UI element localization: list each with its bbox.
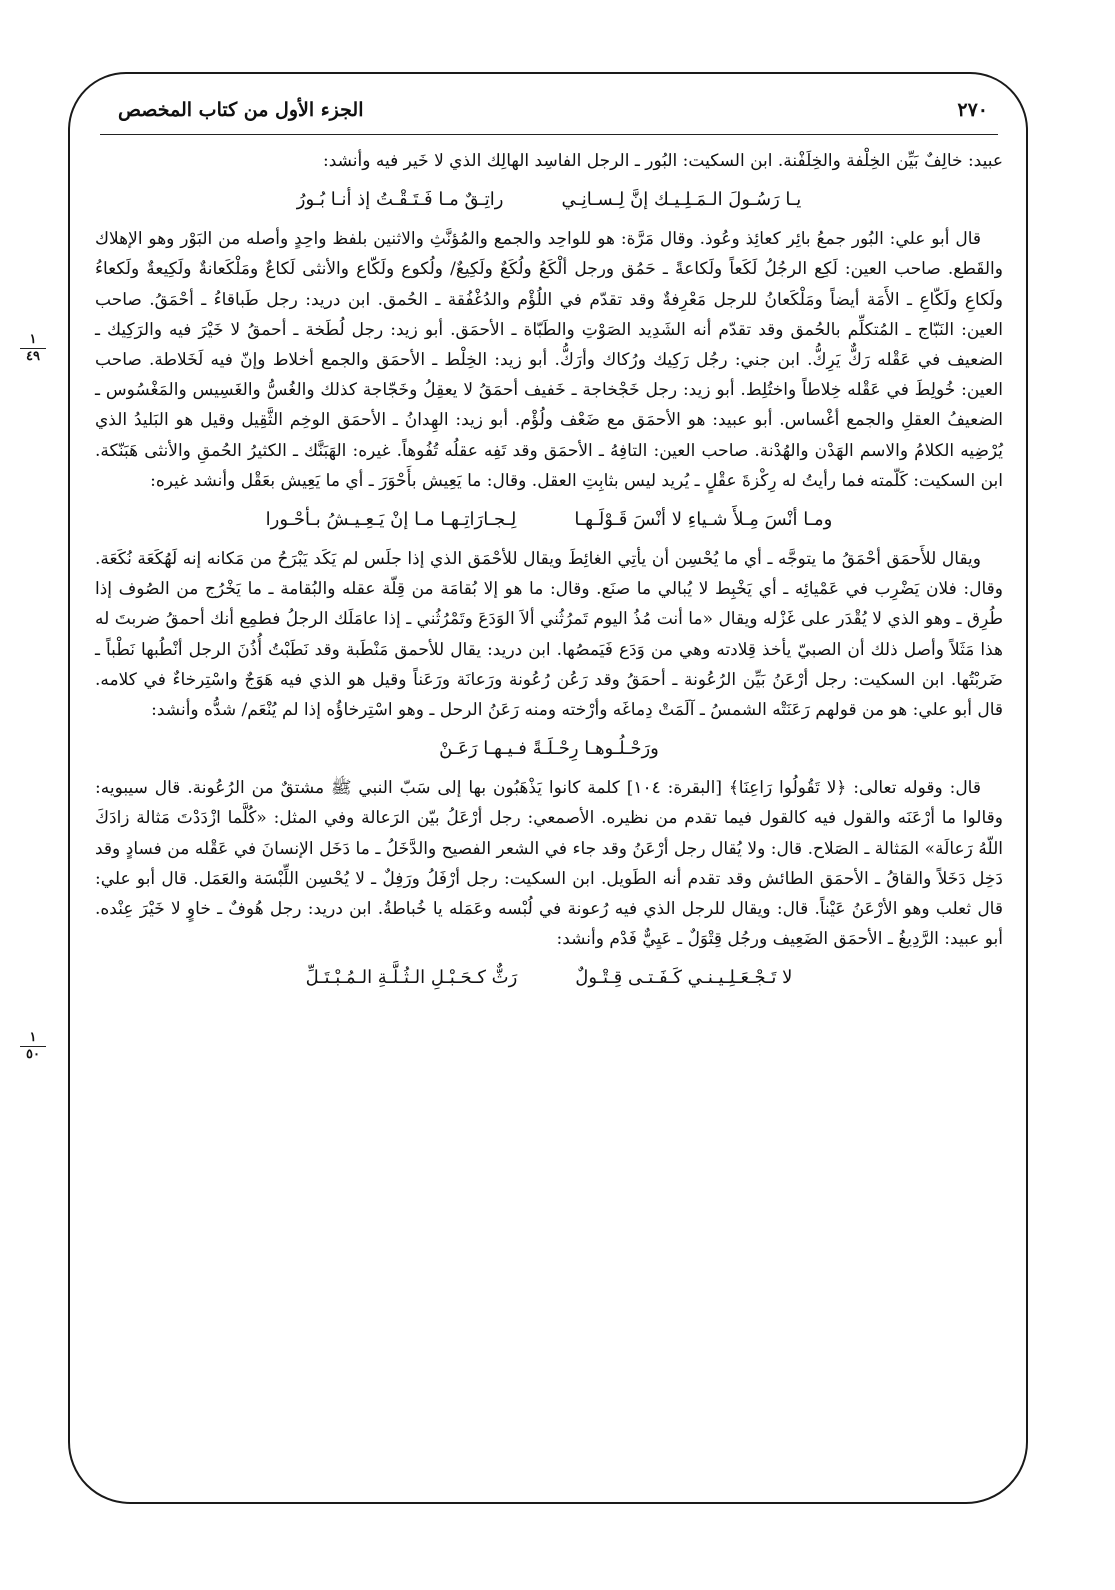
page-number: ٢٧٠ — [957, 99, 988, 121]
page-body — [95, 146, 1003, 1002]
verse-second-hemistich: رَثٌّ كـحَـبْـلِ الـثُـلَّـةِ الـمُـبْـتَـلِّ — [305, 967, 518, 989]
verse-second-hemistich: لِـجـارَاتِـهـا مـا إنْ يَـعِـيـشُ بـأحْـورا — [265, 509, 517, 531]
verse-line — [95, 734, 1003, 764]
verse-line — [95, 505, 1003, 535]
margin-folio-mark: ١ ٥٠ — [20, 1031, 46, 1062]
header-divider — [100, 134, 998, 135]
paragraph: ويقال للأَحمَق أحْمَقُ ما يتوجَّه ـ أي ما يُحْسِن أن يأتِي الغائِطَ ويقال للأحْمَق الذي إذا جلَس لم يَكَد يَبْرَحُ من مَكانه إنه لَهُكَعَة نُكَعَة. وقال: فلان يَضْرِب في عَمْيائِه ـ أي يَخْبِط لا يُبالي ما صنَع. وقال: ما هو إلا بُقامَة من قِلّة عقله والبُقامة ـ ما يَخْرُج من الصُوف إذا طُرِق ـ وهو الذي لا يُقْدَر على غَزْله ويقال «ما أنت مُذُ اليوم تَمرُثُني ألاَ الوَدَعَ وتَمْرُثُني ـ إذا عامَلَك الرجلُ فطمِع أنك أحمقُ ضربتَ له هذا مَثَلاً وأصل ذلك أن الصبيّ يأخذ قِلادته وهي من وَدَع فَيَمصُها. ابن دريد: يقال للأحمق مَنْطَبة وقد نَطَبْتُ أُذُنَ الرجل أنْطُبها نَطْباً ـ ضَربْتُها. ابن السكيت: رجل أرْعَنُ بَيِّن الرُعُونة ـ أحمَقُ وقد رَعُن رُعُونة ورَعانَة ورَعَناً وقيل هو الذي فيه هَوَجٌ واسْتِرخاءٌ في كلامه. قال أبو علي: هو من قولهم رَعَنَتْه الشمسُ ـ آلَمَتْ دِماغَه وأرْخته ومنه رَعَنُ الرحل ـ وهو اسْتِرخاؤُه إذا لم يُنْعَم/ شدُّه وأنشد: — [95, 549, 1003, 721]
verse-first-hemistich: لا تَـجْـعَـلِـيـنـي كَـفَـتـى قِـتْـولٌ — [575, 967, 793, 989]
verse-second-hemistich: راتِـقٌ مـا فَـتَـقْـتُ إذ أنـا بُـورُ — [296, 189, 504, 211]
page-header — [118, 90, 988, 130]
running-title: الجزء الأول من كتاب المخصص — [118, 99, 364, 121]
margin-folio-mark: ١ ٤٩ — [20, 333, 46, 364]
verse-line — [95, 963, 1003, 993]
paragraph: قال أبو علي: البُور جمعُ بائِر كعائِذ وعُوذ. وقال مَرَّة: هو للواحِد والجمع والمُؤنَّثِ والاثنين بلفظ واحِدٍ وأصله من البَوْر وهو الإهلاك والقَطع. صاحب العين: لَكِع الرجُلُ لَكَعاً ولَكاعةً ـ حَمُق ورجل ألْكَعُ ولُكَعٌ ولَكِيعٌ/ ولُكوع ولَكّاع والأنثى لَكاعٌ ومَلْكَعانةٌ ولَكِيعةٌ ولَكعاءُ ولَكاعِ ولَكّاعِ ـ الأَمَة أيضاً ومَلْكَعانُ للرجل مَعْرِفةٌ وقد تقدّم في اللُؤْم والدُغْفُقة ـ الحُمق. ابن دريد: رجل طَباقاءُ ـ أحْمَقُ. صاحب العين: النَبّاج ـ المُتكلِّم بالحُمق وقد تقدّم أنه الشَدِيد الصَوْتِ والطَبّاة ـ الأحمَق. أبو زيد: رجل لُطَخة ـ أحمقُ لا خَيْرَ فيه والرَكِيك ـ الضعيف في عَقْله رَكٌّ يَرِكُّ. ابن جني: رجُل رَكِيك ورُكاك وأرَكُّ. أبو زيد: الخِلْط ـ الأحمَق والجمع أخلاط وإنّ فيه لَخَلاطة. صاحب العين: خُولِطَ في عَقْله خِلاطاً واختُلِط. أبو زيد: رجل خَجْخاجة ـ خَفيف أحمَقُ لا يعقِلُ وخَجّاجة كذلك والغُسُّ والغَسِيس والمَغْسُوس ـ الضعيفُ العقلِ والجمع أغْساس. أبو عبيد: هو الأحمَق مع ضَعْف ولُؤْم. أبو زيد: الهِدانُ ـ الأحمَق الوخِم الثَّقِيل وقيل هو البَليدُ الذي يُرْضِيه الكلامُ والاسم الهَدْن والهُدْنة. صاحب العين: التافِهُ ـ الأحمَق وقد تَفِه عقلُه تُفُوهاً. غيره: الهَبَنَّك ـ الكثيرُ الحُمقِ والأنثى هَبَنّكة. ابن السكيت: كَلّمته فما رأيتُ له رِكْزةَ عقْلٍ ـ يُريد ليس بثابِتِ العقل. وقال: ما يَعِيش بأَحْوَرَ ـ أي ما يَعِيش بعَقْل وأنشد غيره: — [95, 229, 1003, 491]
verse-first-hemistich: ومـا أنْسَ مِـلأَ شـياءِ لا أنْسَ قَـوْلَـهـا — [574, 509, 833, 531]
paragraph: عبيد: خالِفٌ بَيِّن الخِلْفة والخِلَفْنة. ابن السكيت: البُور ـ الرجل الفاسِد الهالِك الذي لا خَير فيه وأنشد: — [322, 151, 1003, 171]
verse-line — [95, 185, 1003, 215]
verse-single-hemistich: ورَحْـلُـوهـا رِحْـلَـةً فـيـهـا رَعَـنْ — [439, 738, 659, 760]
paragraph: قال: وقوله تعالى: ﴿لا تَقُولُوا رَاعِنَا﴾ [البقرة: ١٠٤] كلمة كانوا يَذْهَبُون بها إلى سَبّ النبي ﷺ مشتقٌ من الرُعُونة. قال سيبويه: وقالوا ما أرْعَنَه والقول فيه كالقول فيما تقدم من نظيره. الأصمعي: رجل أرْعَلُ بيّن الرَعالة وفي المثل: «كُلَّما ازْدَدْتَ مَثالة زادَكَ اللّهُ رَعالَة» المَثالة ـ الصَلاح. قال: ولا يُقال رجل أرْعَنُ وقد جاء في الشعر الفصيح والدَّخَلُ ـ ما دَخَل الإنسانَ في عَقْله من فسادٍ وقد دَخِل دَخَلاً والقاقُ ـ الأحمَق الطائش وقد تقدم أنه الطَويل. ابن السكيت: رجل أرْفَلُ ورَفِلٌ ـ لا يُحْسِن اللِّبْسَة والعَمَل. قال أبو علي: قال ثعلب وهو الأرْعَنُ عَيْناً. قال: ويقال للرجل الذي فيه رُعونة في لُبْسه وعَمَله يا خُباطةُ. ابن دريد: رجل هُوفٌ ـ خاوٍ لا خَيْرَ عِنْده. أبو عبيد: الرَّدِيغُ ـ الأحمَق الضَعِيف ورجُل قِتْوَلٌ ـ عَيِيٌّ فَدْم وأنشد: — [95, 778, 1003, 950]
verse-first-hemistich: يـا رَسُـولَ الـمَـلِـيـك إنَّ لِـسـانِـي — [561, 189, 802, 211]
